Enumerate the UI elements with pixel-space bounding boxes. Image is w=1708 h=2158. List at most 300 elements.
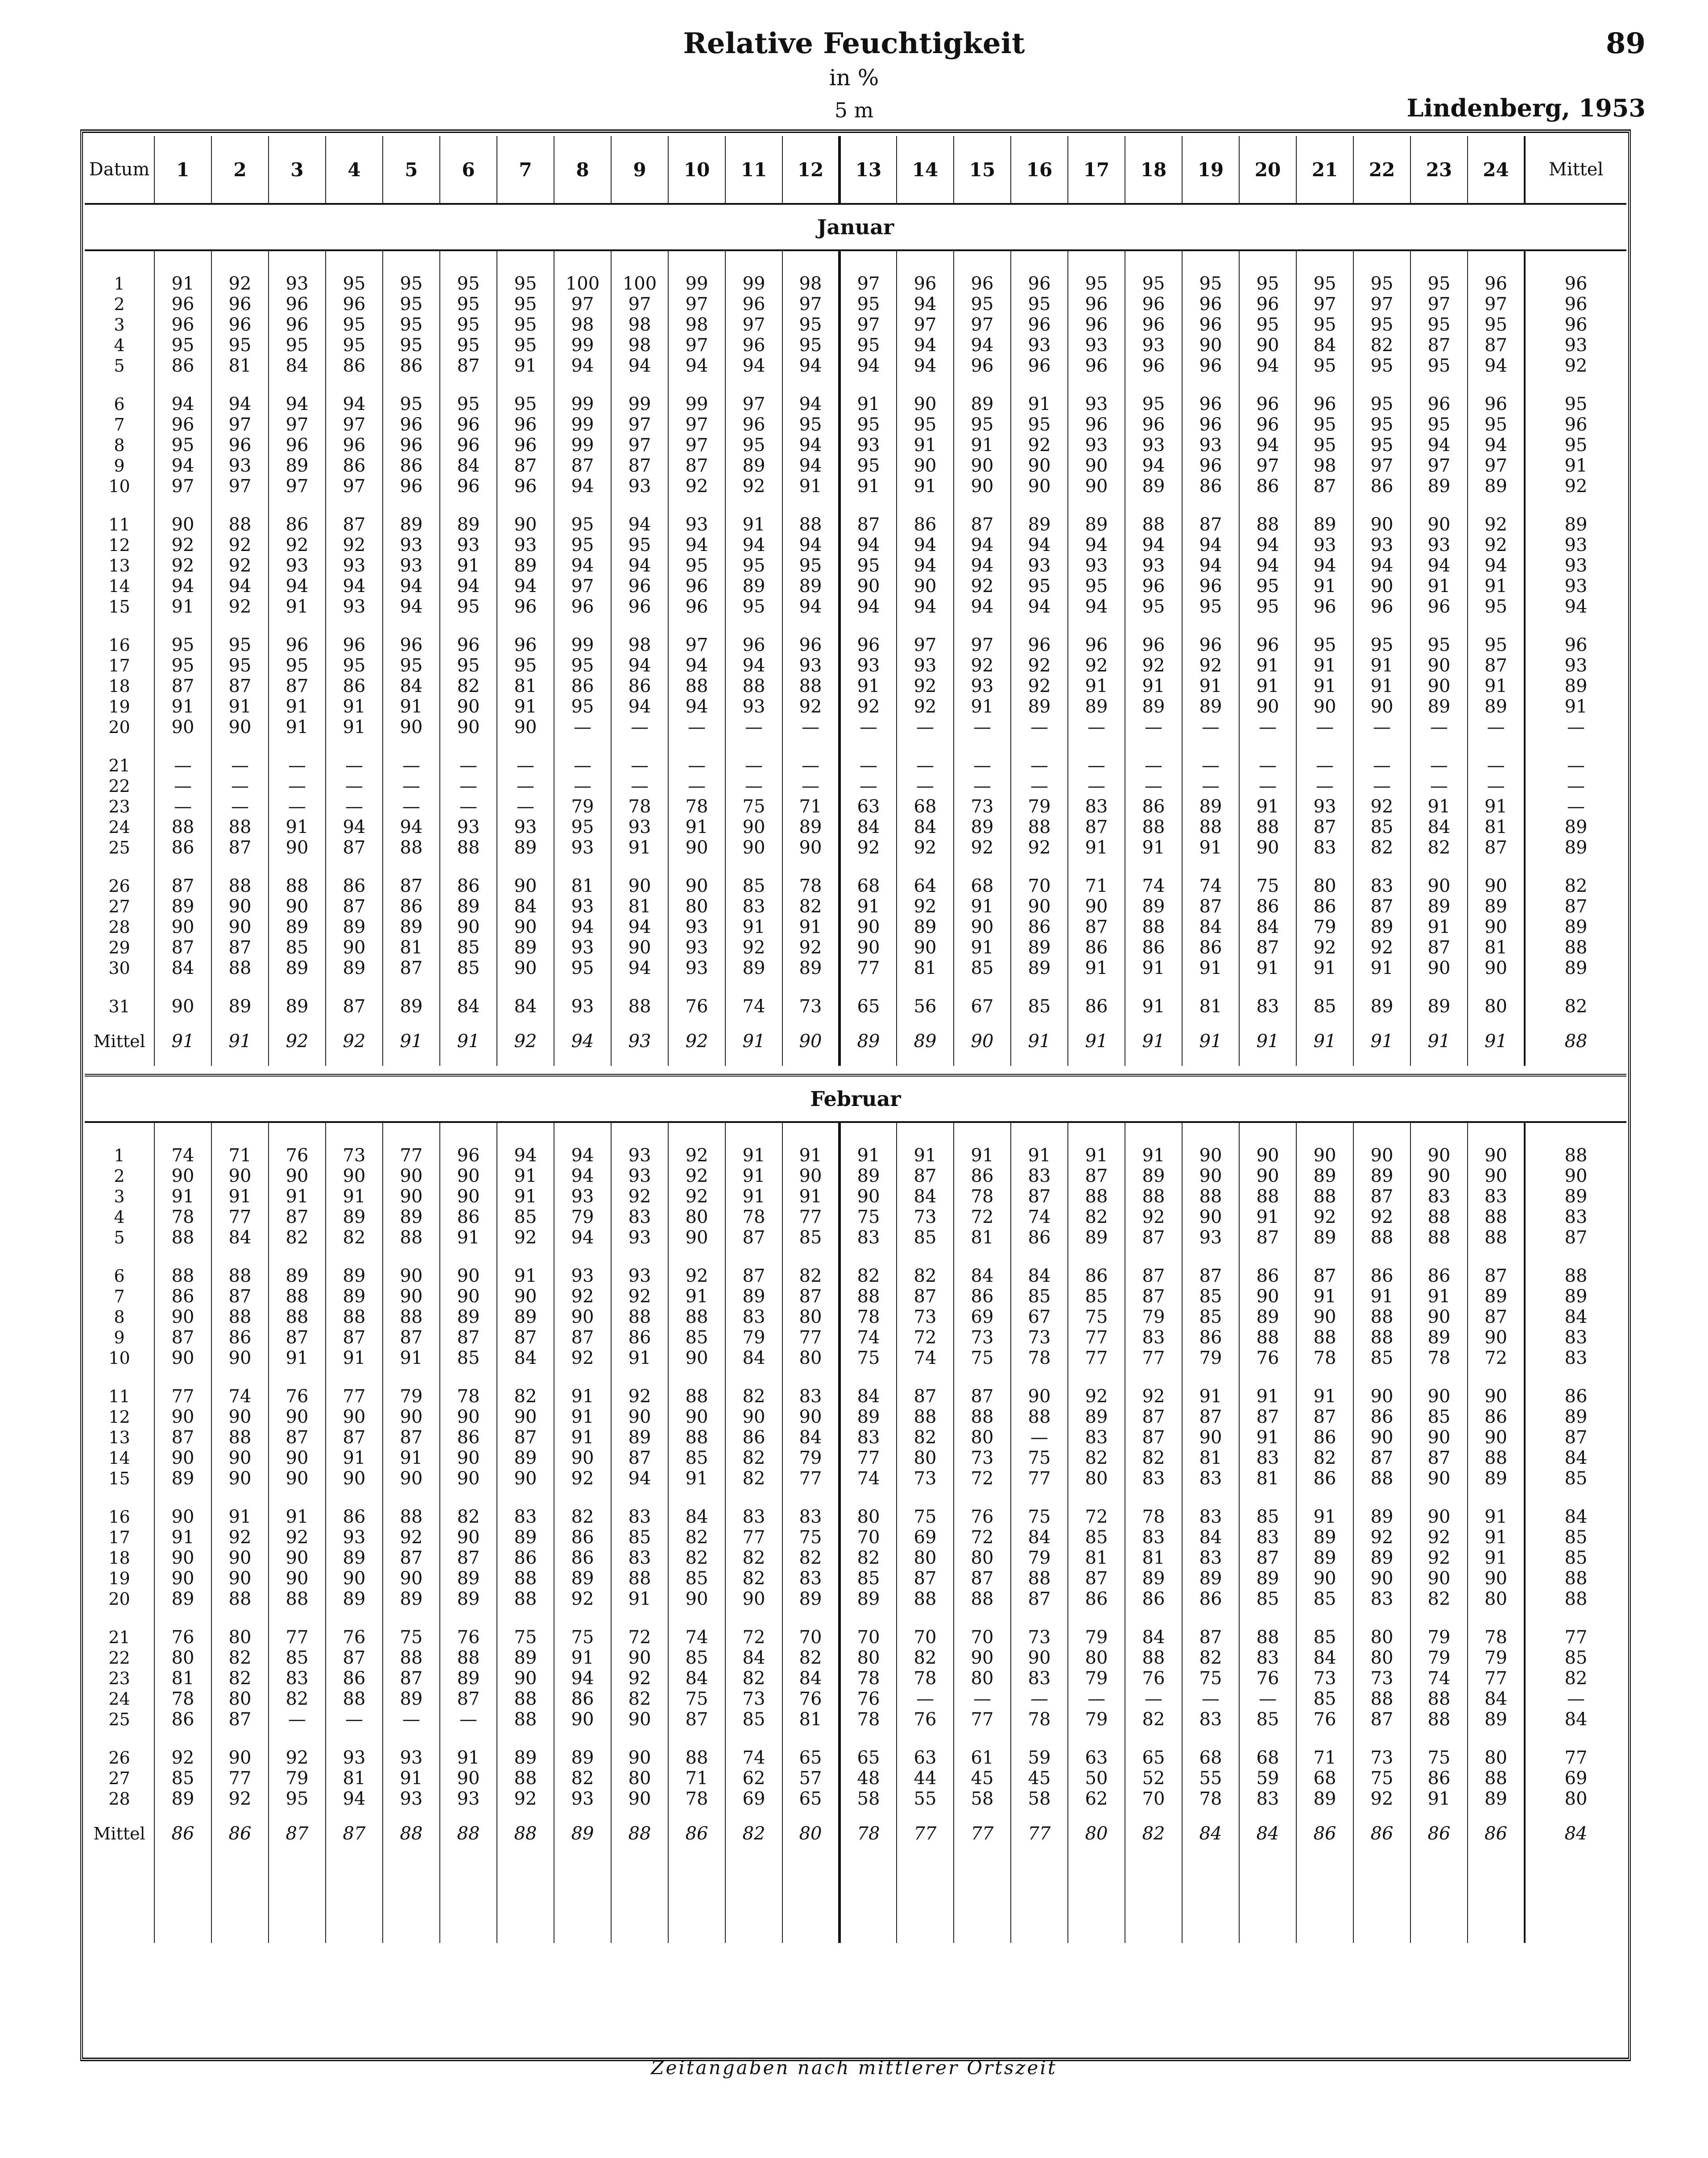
humidity-cell: 82 — [1068, 1448, 1125, 1468]
humidity-cell: 86 — [554, 1548, 611, 1568]
humidity-cell: 68 — [1239, 1748, 1296, 1768]
spacer-cell — [1125, 1368, 1182, 1386]
humidity-cell: 94 — [897, 356, 954, 376]
spacer-cell — [954, 376, 1011, 394]
spacer-cell — [154, 1248, 211, 1266]
spacer-cell — [1353, 1858, 1410, 1943]
day-label: 5 — [114, 356, 125, 376]
humidity-cell: 80 — [1068, 1648, 1125, 1668]
humidity-cell: 95 — [1468, 596, 1525, 617]
spacer-cell — [1011, 1609, 1068, 1627]
spacer-cell — [440, 1122, 497, 1145]
humidity-cell: 95 — [440, 596, 497, 617]
humidity-cell: 92 — [668, 476, 725, 497]
humidity-cell: 88 — [1353, 1468, 1410, 1489]
daily-mean-cell: 87 — [1525, 1427, 1626, 1448]
humidity-cell: 88 — [497, 1568, 554, 1589]
humidity-cell: 79 — [782, 1448, 840, 1468]
humidity-cell: 84 — [954, 1266, 1011, 1286]
humidity-cell: 90 — [269, 1407, 326, 1427]
humidity-cell: 89 — [782, 958, 840, 978]
mean-cell: 84 — [1239, 1809, 1296, 1858]
spacer-cell — [1125, 858, 1182, 876]
spacer-cell — [1011, 617, 1068, 635]
spacer-cell — [897, 250, 954, 273]
humidity-cell: 83 — [1182, 1468, 1239, 1489]
humidity-cell: 87 — [782, 1286, 840, 1307]
spacer-cell — [154, 1122, 211, 1145]
humidity-cell: 82 — [668, 1527, 725, 1548]
humidity-cell: 88 — [154, 817, 211, 837]
humidity-cell: 89 — [1468, 476, 1525, 497]
humidity-cell: 95 — [1353, 435, 1410, 456]
humidity-cell: 86 — [154, 837, 211, 858]
humidity-cell: 96 — [326, 435, 383, 456]
humidity-cell: 87 — [269, 676, 326, 696]
humidity-cell: 83 — [1239, 996, 1296, 1017]
spacer-cell — [1239, 737, 1296, 755]
spacer-cell — [668, 1489, 725, 1507]
humidity-cell: 93 — [1011, 335, 1068, 356]
humidity-cell: — — [1410, 717, 1468, 737]
humidity-cell: 81 — [1068, 1548, 1125, 1568]
humidity-cell: 90 — [326, 937, 383, 958]
humidity-cell: 90 — [782, 1166, 840, 1186]
humidity-cell: 96 — [1125, 635, 1182, 655]
humidity-cell: 77 — [269, 1627, 326, 1648]
humidity-cell: 80 — [1353, 1627, 1410, 1648]
spacer-cell — [725, 497, 782, 514]
humidity-cell: 89 — [1182, 696, 1239, 717]
humidity-cell: 74 — [211, 1386, 269, 1407]
humidity-cell: 96 — [1125, 414, 1182, 435]
humidity-cell: 92 — [269, 1527, 326, 1548]
humidity-cell: — — [1353, 755, 1410, 776]
daily-mean-cell: 96 — [1525, 315, 1626, 335]
humidity-cell: 78 — [782, 876, 840, 896]
humidity-cell: 90 — [897, 576, 954, 596]
humidity-cell: 84 — [840, 1386, 897, 1407]
humidity-cell: 90 — [1296, 1145, 1353, 1166]
humidity-cell: — — [1182, 717, 1239, 737]
day-label: 29 — [108, 938, 130, 957]
humidity-cell: — — [1239, 755, 1296, 776]
day-label: 17 — [108, 656, 130, 675]
spacer-cell — [211, 617, 269, 635]
humidity-cell: 79 — [1068, 1668, 1125, 1689]
humidity-cell: 82 — [782, 1648, 840, 1668]
humidity-cell: 87 — [1239, 1227, 1296, 1248]
humidity-cell: 91 — [211, 696, 269, 717]
spacer-cell — [1296, 1122, 1353, 1145]
humidity-cell: 91 — [611, 1348, 668, 1368]
humidity-cell: 91 — [154, 596, 211, 617]
humidity-cell: — — [1125, 717, 1182, 737]
spacer-cell — [1410, 617, 1468, 635]
humidity-cell: 95 — [326, 273, 383, 294]
spacer-cell — [1182, 250, 1239, 273]
humidity-cell: 81 — [326, 1768, 383, 1789]
humidity-cell: 90 — [154, 717, 211, 737]
humidity-cell: 76 — [954, 1507, 1011, 1527]
humidity-cell: 98 — [1296, 456, 1353, 476]
humidity-cell: 82 — [782, 1266, 840, 1286]
humidity-cell: — — [440, 755, 497, 776]
daily-mean-cell: 84 — [1525, 1709, 1626, 1730]
spacer-cell — [1468, 978, 1525, 996]
humidity-cell: 82 — [211, 1668, 269, 1689]
humidity-cell: 91 — [554, 1648, 611, 1668]
humidity-cell: 85 — [668, 1327, 725, 1348]
humidity-cell: 71 — [1068, 876, 1125, 896]
humidity-cell: 83 — [1353, 1589, 1410, 1609]
spacer-cell — [1125, 617, 1182, 635]
humidity-cell: 87 — [154, 937, 211, 958]
spacer-cell — [954, 1368, 1011, 1386]
humidity-cell: 92 — [211, 555, 269, 576]
humidity-cell: 89 — [554, 1748, 611, 1768]
humidity-cell: 79 — [1182, 1348, 1239, 1368]
humidity-cell: 94 — [897, 335, 954, 356]
day-label: 17 — [108, 1528, 130, 1547]
mean-cell: 91 — [725, 1017, 782, 1066]
humidity-cell: 92 — [211, 1527, 269, 1548]
humidity-cell: 87 — [211, 837, 269, 858]
humidity-cell: 77 — [725, 1527, 782, 1548]
humidity-cell: 85 — [1410, 1407, 1468, 1427]
humidity-cell: 94 — [897, 294, 954, 315]
humidity-cell: 89 — [1011, 958, 1068, 978]
humidity-cell: 95 — [383, 315, 440, 335]
humidity-cell: 90 — [1353, 1427, 1410, 1448]
spacer-cell — [782, 1122, 840, 1145]
spacer-cell — [668, 1368, 725, 1386]
spacer-cell — [840, 737, 897, 755]
humidity-cell: 90 — [154, 1548, 211, 1568]
humidity-cell: 96 — [954, 273, 1011, 294]
humidity-cell: 73 — [1353, 1748, 1410, 1768]
humidity-cell: 94 — [269, 576, 326, 596]
humidity-cell: 86 — [1296, 1427, 1353, 1448]
humidity-cell: 89 — [725, 456, 782, 476]
day-label: 8 — [114, 1307, 125, 1327]
spacer-cell — [725, 376, 782, 394]
spacer-cell — [383, 978, 440, 996]
humidity-cell: 94 — [1011, 596, 1068, 617]
humidity-cell: 89 — [326, 958, 383, 978]
humidity-cell: 70 — [897, 1627, 954, 1648]
humidity-cell: 82 — [440, 1507, 497, 1527]
humidity-cell: 73 — [1353, 1668, 1410, 1689]
spacer-cell — [1182, 858, 1239, 876]
humidity-cell: 81 — [782, 1709, 840, 1730]
humidity-cell: 88 — [383, 1307, 440, 1327]
humidity-cell: 88 — [1239, 1186, 1296, 1207]
humidity-cell: 82 — [1353, 837, 1410, 858]
humidity-cell: 93 — [497, 817, 554, 837]
humidity-cell: 91 — [211, 1507, 269, 1527]
humidity-cell: 75 — [897, 1507, 954, 1527]
humidity-cell: — — [1068, 1689, 1125, 1709]
spacer-cell — [1125, 737, 1182, 755]
humidity-cell: 92 — [611, 1386, 668, 1407]
humidity-cell: 89 — [1068, 1227, 1125, 1248]
humidity-cell: 97 — [840, 315, 897, 335]
humidity-cell: 74 — [1182, 876, 1239, 896]
daily-mean-cell: 83 — [1525, 1348, 1626, 1368]
day-label: 12 — [108, 535, 130, 555]
humidity-cell: 100 — [611, 273, 668, 294]
spacer-cell — [154, 1609, 211, 1627]
humidity-cell: 88 — [1353, 1307, 1410, 1327]
humidity-cell: 85 — [1239, 1589, 1296, 1609]
humidity-cell: 88 — [497, 1689, 554, 1709]
spacer-cell — [1525, 737, 1626, 755]
daily-mean-cell: 91 — [1525, 696, 1626, 717]
day-row — [85, 655, 1626, 676]
humidity-cell: 94 — [1125, 456, 1182, 476]
humidity-cell: 81 — [1125, 1548, 1182, 1568]
humidity-cell: 83 — [725, 1507, 782, 1527]
humidity-cell: 78 — [1296, 1348, 1353, 1368]
humidity-cell: 95 — [1068, 273, 1125, 294]
mean-cell: 88 — [383, 1809, 440, 1858]
humidity-cell: 86 — [1182, 476, 1239, 497]
humidity-cell: 85 — [1296, 1689, 1353, 1709]
mean-cell: 88 — [497, 1809, 554, 1858]
humidity-cell: 87 — [440, 1327, 497, 1348]
humidity-cell: 93 — [611, 1145, 668, 1166]
humidity-cell: 88 — [1125, 917, 1182, 937]
humidity-cell: 91 — [725, 514, 782, 535]
spacer-cell — [440, 1368, 497, 1386]
humidity-cell: 92 — [725, 937, 782, 958]
humidity-cell: 73 — [954, 1327, 1011, 1348]
humidity-cell: 93 — [611, 1266, 668, 1286]
page-number: 89 — [1605, 27, 1646, 60]
spacer-cell — [1239, 1248, 1296, 1266]
humidity-cell: 72 — [725, 1627, 782, 1648]
humidity-cell: 80 — [154, 1648, 211, 1668]
humidity-cell: 88 — [1125, 514, 1182, 535]
humidity-cell: 95 — [440, 394, 497, 414]
monthly-mean-row — [85, 1017, 1626, 1066]
humidity-cell: 92 — [1068, 1386, 1125, 1407]
humidity-cell: 78 — [440, 1386, 497, 1407]
humidity-cell: 92 — [1468, 514, 1525, 535]
humidity-cell: 94 — [497, 1145, 554, 1166]
daily-mean-cell: 82 — [1525, 876, 1626, 896]
humidity-cell: 93 — [554, 1266, 611, 1286]
humidity-cell: 85 — [1182, 1307, 1239, 1327]
day-row — [85, 1427, 1626, 1448]
column-header-hour: 6 — [440, 136, 497, 204]
spacer-cell — [1239, 978, 1296, 996]
humidity-cell: 87 — [1068, 1166, 1125, 1186]
humidity-cell: 88 — [497, 1589, 554, 1609]
humidity-cell: — — [269, 755, 326, 776]
humidity-cell: — — [154, 796, 211, 817]
humidity-cell: 90 — [154, 514, 211, 535]
humidity-cell: 87 — [383, 1427, 440, 1448]
humidity-cell: 85 — [668, 1648, 725, 1668]
humidity-cell: 86 — [1239, 1266, 1296, 1286]
humidity-cell: — — [497, 776, 554, 796]
humidity-cell: 70 — [954, 1627, 1011, 1648]
humidity-cell: 97 — [611, 414, 668, 435]
station-label: Lindenberg, 1953 — [1406, 94, 1646, 122]
humidity-cell: 87 — [326, 1427, 383, 1448]
spacer-cell — [85, 858, 154, 876]
spacer-cell — [326, 1368, 383, 1386]
humidity-cell: 93 — [269, 273, 326, 294]
humidity-cell: 94 — [440, 576, 497, 596]
spacer-cell — [440, 497, 497, 514]
humidity-cell: 90 — [1182, 1145, 1239, 1166]
humidity-cell: 94 — [554, 1227, 611, 1248]
humidity-cell: 99 — [611, 394, 668, 414]
humidity-cell: 93 — [554, 1186, 611, 1207]
day-label: 10 — [108, 476, 130, 496]
humidity-cell: 91 — [1296, 576, 1353, 596]
humidity-cell: 92 — [554, 1589, 611, 1609]
humidity-cell: 89 — [383, 1689, 440, 1709]
separator-line — [85, 1066, 1626, 1075]
spacer-cell — [154, 1730, 211, 1748]
humidity-cell: 80 — [897, 1548, 954, 1568]
humidity-cell: 95 — [497, 335, 554, 356]
humidity-cell: 89 — [1410, 1327, 1468, 1348]
humidity-cell: 83 — [1182, 1709, 1239, 1730]
mean-cell: 86 — [154, 1809, 211, 1858]
humidity-cell: 81 — [1468, 817, 1525, 837]
humidity-cell: 76 — [154, 1627, 211, 1648]
spacer-cell — [1239, 1489, 1296, 1507]
spacer-cell — [1011, 978, 1068, 996]
humidity-cell: 71 — [1296, 1748, 1353, 1768]
spacer-cell — [1410, 1368, 1468, 1386]
humidity-cell: 91 — [1468, 796, 1525, 817]
humidity-cell: 90 — [211, 1166, 269, 1186]
humidity-cell: 94 — [668, 655, 725, 676]
humidity-cell: 95 — [840, 294, 897, 315]
humidity-cell: 89 — [1468, 1789, 1525, 1809]
humidity-cell: 86 — [440, 1207, 497, 1227]
humidity-cell: 93 — [725, 696, 782, 717]
humidity-cell: 81 — [1468, 937, 1525, 958]
spacer-cell — [611, 1368, 668, 1386]
daily-mean-cell: 82 — [1525, 1668, 1626, 1689]
daily-mean-cell: 89 — [1525, 1286, 1626, 1307]
humidity-cell: 90 — [383, 1266, 440, 1286]
spacer-cell — [725, 1122, 782, 1145]
humidity-cell: 82 — [897, 1266, 954, 1286]
humidity-cell: 96 — [1182, 315, 1239, 335]
spacer-cell — [1296, 250, 1353, 273]
day-label: 28 — [108, 917, 130, 937]
humidity-cell: 90 — [1468, 876, 1525, 896]
month-heading-row — [85, 204, 1626, 250]
spacer-cell — [497, 1248, 554, 1266]
humidity-cell: 94 — [611, 1468, 668, 1489]
daily-mean-cell: 88 — [1525, 937, 1626, 958]
humidity-cell: 58 — [840, 1789, 897, 1809]
humidity-cell: 93 — [440, 817, 497, 837]
humidity-cell: 94 — [1239, 555, 1296, 576]
humidity-cell: 76 — [440, 1627, 497, 1648]
spacer-cell — [840, 376, 897, 394]
humidity-cell: 95 — [782, 555, 840, 576]
humidity-cell: 94 — [782, 596, 840, 617]
humidity-cell: 85 — [1239, 1507, 1296, 1527]
humidity-cell: 89 — [326, 1266, 383, 1286]
humidity-cell: 93 — [668, 937, 725, 958]
humidity-cell: 88 — [211, 1427, 269, 1448]
bottom-spacer-row — [85, 1858, 1626, 1943]
humidity-cell: — — [954, 1689, 1011, 1709]
humidity-cell: 86 — [1125, 937, 1182, 958]
humidity-cell: 96 — [326, 294, 383, 315]
humidity-cell: 89 — [1182, 796, 1239, 817]
humidity-cell: 91 — [1296, 958, 1353, 978]
spacer-cell — [1011, 250, 1068, 273]
spacer-cell — [1525, 497, 1626, 514]
humidity-cell: 89 — [554, 1568, 611, 1589]
humidity-cell: 90 — [1068, 476, 1125, 497]
humidity-cell: 90 — [1182, 1207, 1239, 1227]
humidity-cell: 83 — [1239, 1448, 1296, 1468]
humidity-cell: — — [154, 776, 211, 796]
spacer-cell — [497, 1368, 554, 1386]
humidity-cell: 90 — [1468, 1386, 1525, 1407]
humidity-cell: 81 — [383, 937, 440, 958]
humidity-cell: 82 — [668, 1548, 725, 1568]
humidity-cell: 90 — [1011, 1386, 1068, 1407]
humidity-cell: 94 — [954, 555, 1011, 576]
humidity-cell: 88 — [440, 837, 497, 858]
spacer-cell — [782, 1609, 840, 1627]
humidity-cell: — — [326, 755, 383, 776]
humidity-cell: 96 — [954, 356, 1011, 376]
humidity-cell: 90 — [326, 1468, 383, 1489]
humidity-cell: 80 — [1468, 1589, 1525, 1609]
humidity-cell: 95 — [1011, 414, 1068, 435]
humidity-cell: 95 — [554, 655, 611, 676]
humidity-cell: 95 — [497, 655, 554, 676]
column-header-hour: 8 — [554, 136, 611, 204]
humidity-cell: 89 — [1353, 996, 1410, 1017]
humidity-cell: 86 — [154, 356, 211, 376]
humidity-cell: 86 — [954, 1286, 1011, 1307]
humidity-cell: 80 — [1068, 1468, 1125, 1489]
humidity-cell: 83 — [611, 1507, 668, 1527]
spacer-cell — [326, 376, 383, 394]
humidity-cell: 84 — [1011, 1527, 1068, 1548]
humidity-cell: 87 — [326, 837, 383, 858]
daily-mean-cell: 93 — [1525, 576, 1626, 596]
humidity-cell: 88 — [725, 676, 782, 696]
spacer-cell — [840, 1730, 897, 1748]
humidity-cell: 91 — [954, 896, 1011, 917]
spacer-cell — [897, 1248, 954, 1266]
daily-mean-cell: — — [1525, 717, 1626, 737]
day-row — [85, 1468, 1626, 1489]
spacer-cell — [154, 1489, 211, 1507]
spacer-cell — [897, 1609, 954, 1627]
spacer-cell — [383, 1248, 440, 1266]
humidity-cell: 90 — [497, 917, 554, 937]
humidity-cell: 90 — [497, 876, 554, 896]
